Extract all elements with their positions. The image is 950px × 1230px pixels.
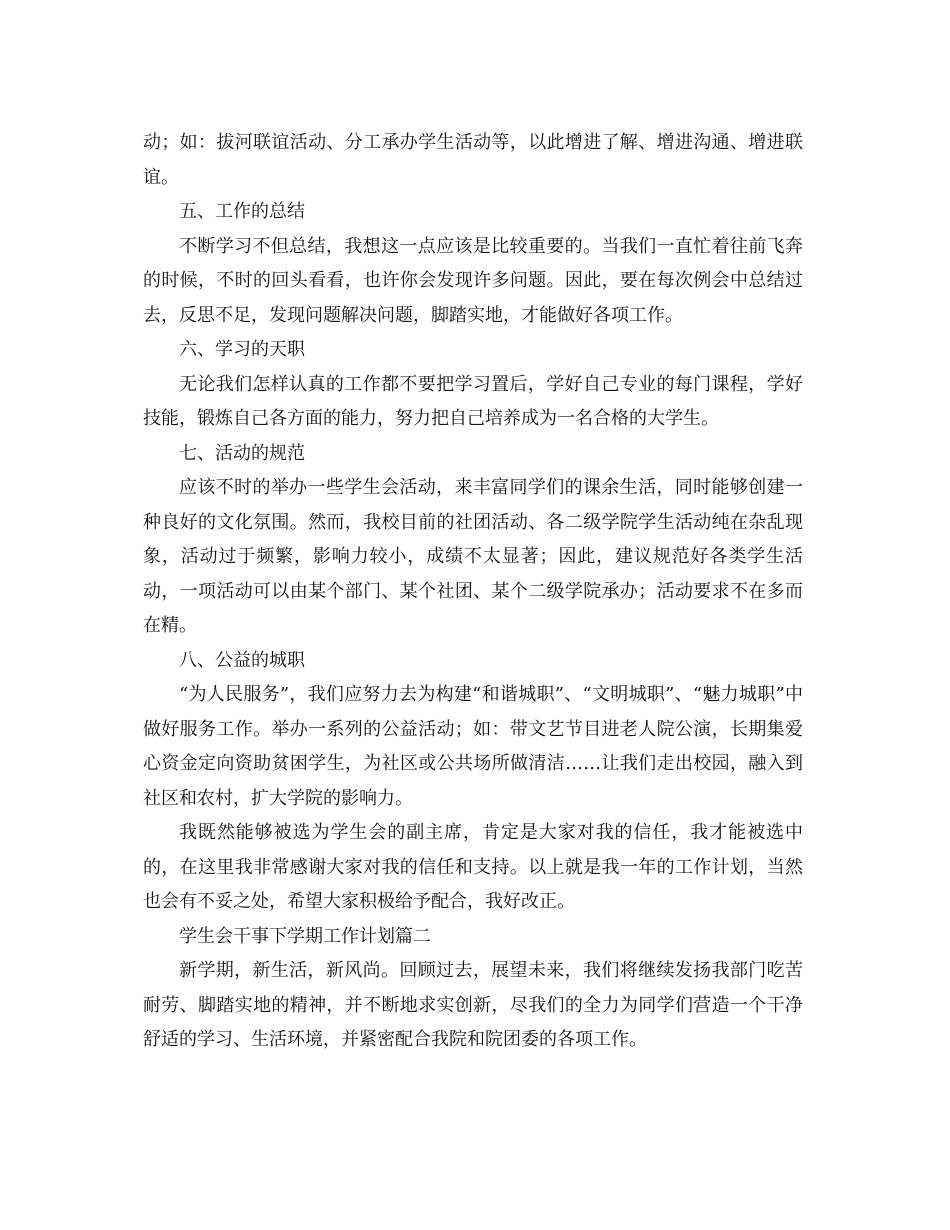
article-heading-part-two: 学生会干事下学期工作计划篇二 [179, 925, 431, 947]
paragraph-work-summary: 不断学习不但总结，我想这一点应该是比较重要的。当我们一直忙着往前飞奔的时候，不时的回头看看，也许你会发现许多问题。因此，要在每次例会中总结过去，反思不足，发现问题解决问题，脚踏实地，才能做好各项工作。 [143, 235, 803, 326]
paragraph-part-two-intro: 新学期，新生活，新风尚。回顾过去，展望未来，我们将继续发扬我部门吃苦耐劳、脚踏实地的精神，并不断地求实创新，尽我们的全力为同学们营造一个干净舒适的学习、生活环境，并紧密配合我院和院团委的各项工作。 [143, 960, 803, 1050]
paragraph-activity-norms: 应该不时的举办一些学生会活动，来丰富同学们的课余生活，同时能够创建一种良好的文化氛围。然而，我校目前的社团活动、各二级学院学生活动纯在杂乱现象，活动过于频繁，影响力较小，成绩不太显著；因此，建议规范好各类学生活动，一项活动可以由某个部门、某个社团、某个二级学院承办；活动要求不在多而在精。 [143, 477, 803, 636]
section-heading-work-summary: 五、工作的总结 [179, 201, 305, 222]
paragraph-continuation: 动；如：拔河联谊活动、分工承办学生活动等，以此增进了解、增进沟通、增进联谊。 [143, 132, 803, 188]
section-heading-activity-norms: 七、活动的规范 [179, 442, 305, 464]
section-heading-study-duty: 六、学习的天职 [179, 339, 305, 360]
section-heading-public-welfare: 八、公益的城职 [179, 649, 305, 671]
paragraph-study-duty: 无论我们怎样认真的工作都不要把学习置后，学好自己专业的每门课程，学好技能，锻炼自己各方面的能力，努力把自己培养成为一名合格的大学生。 [143, 373, 803, 429]
document-body [143, 126, 803, 1058]
paragraph-public-welfare: “为人民服务”，我们应努力去为构建“和谐城职”、“文明城职”、“魅力城职”中做好服务工作。举办一系列的公益活动；如：带文艺节目进老人院公演，长期集爱心资金定向资助贫困学生，为社区或公共场所做清洁……让我们走出校园，融入到社区和农村，扩大学院的影响力。 [143, 684, 803, 809]
paragraph-closing: 我既然能够被选为学生会的副主席，肯定是大家对我的信任，我才能被选中的，在这里我非常感谢大家对我的信任和支持。以上就是我一年的工作计划，当然也会有不妥之处，希望大家积极给予配合，我好改正。 [143, 822, 803, 912]
